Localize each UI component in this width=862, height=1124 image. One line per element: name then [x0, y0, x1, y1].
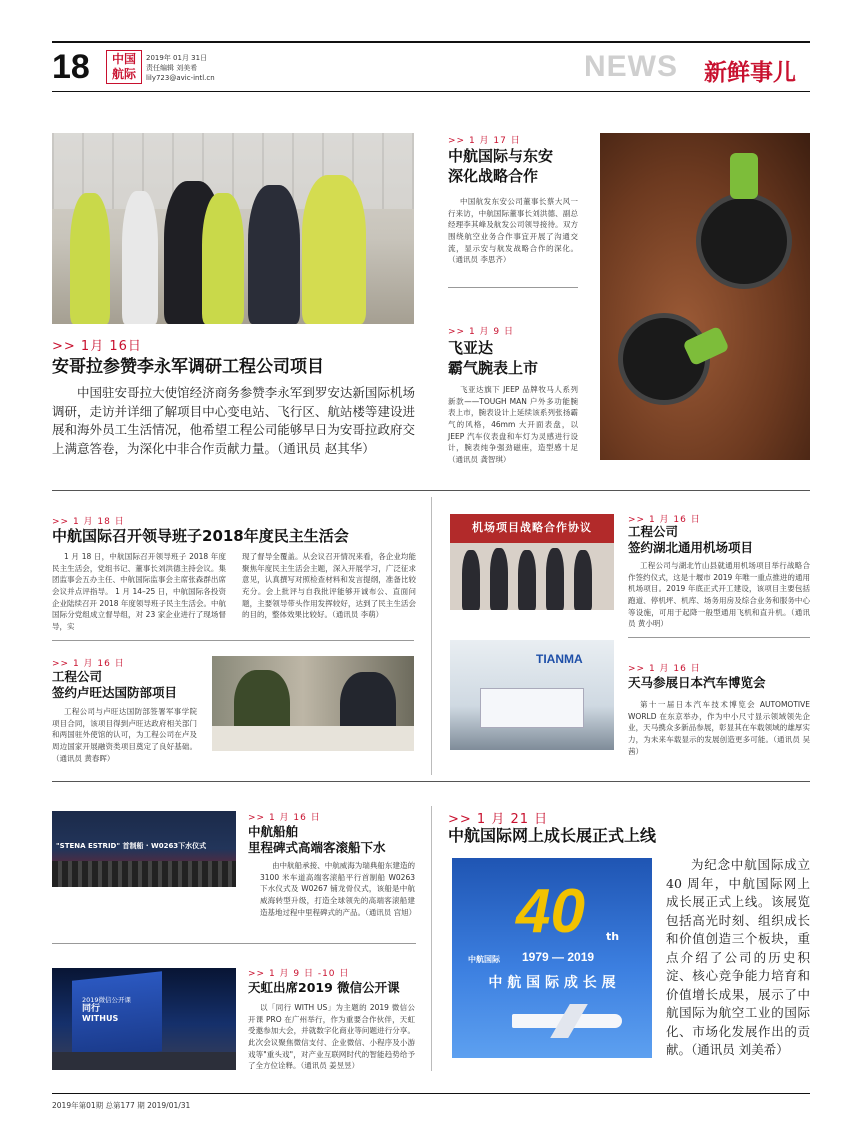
editor-email: lily723@avic-intl.cn — [146, 74, 215, 82]
democratic-date: >> 1 月 18 日 — [52, 517, 125, 527]
angola-body: 中国驻安哥拉大使馆经济商务参赞李永军到罗安达新国际机场调研，走访并详细了解项目中心变电站、飞行区、航站楼等建设进展和海外员工生活情况，他希望工程公司能够早日为安哥拉政府交上满意答卷，为深化中非合作贡献力量。（通讯员 赵其华） — [52, 385, 415, 456]
rwanda-body: 工程公司与卢旺达国防部签署军事学院项目合同，该项目得到卢旺达政府相关部门和两国驻外使馆的认可，为工程公司在卢及周边国家开展融资类项目奠定了良好基础。（通讯员 黄春晖） — [52, 707, 197, 763]
rwanda-photo — [212, 656, 414, 751]
poster-brand: 中航国际 — [468, 955, 500, 964]
fiyta-title-line1: 飞亚达 — [448, 339, 494, 357]
fiyta-date: >> 1 月 9 日 — [448, 327, 514, 337]
angola-photo — [52, 133, 414, 324]
tianma-photo — [450, 640, 614, 750]
angola-title: 安哥拉参赞李永军调研工程公司项目 — [52, 357, 324, 377]
dongan-title-line2: 深化战略合作 — [448, 166, 539, 185]
ship-body: 由中航船承接、中航威海为瑞典船东建造的 3100 米车道高端客滚船平行首制船 W0263 下水仪式及 W0267 铺龙骨仪式，该船是中航威海转型升级，打造全球领先的高端客滚船建造基地过程中里程碑式的产品。（通讯员 宫旭） — [260, 861, 417, 917]
logo — [106, 50, 142, 84]
watch-icon — [696, 193, 792, 289]
page-number: 18 — [52, 48, 90, 86]
tianma-body: 第十一届日本汽车技术博览会 AUTOMOTIVE WORLD 在东京举办，作为中小尺寸显示领域领先企业，天马携众多新品参展，彰显其在车载领域的雄厚实力，为未来车载显示的发展创造更多可能。（通讯员 吴茜） — [628, 700, 810, 756]
wechat-date: >> 1 月 9 日 -10 日 — [248, 969, 350, 979]
democratic-body-col1: 1 月 18 日，中航国际召开领导班子 2018 年度民主生活会，党组书记、董事长刘洪德主持会议。集团监事会五办主任、中航国际监事会主席张森群出席会议并点评指导。 1 月 14–25 日，中航国际各投资企业陆续召开 2018 年度领导班子民主生活会。中航国际分党组成立督导组，对 23 家企业进行了现场督导，实 — [52, 552, 226, 631]
hubei-photo — [450, 514, 614, 610]
hubei-date: >> 1 月 16 日 — [628, 515, 701, 525]
wechat-body: 以「同行 WITH US」为主题的 2019 微信公开课 PRO 在广州举行，作为重要合作伙伴，天虹受邀参加大会，并就数字化商业等问题进行分享。此次会议聚焦微信支付、企业微信、小程序及小游戏等"重头戏"，对产业互联网时代的智能趋势给予了全方位诠释。（通讯员 姜昱昱） — [248, 1003, 415, 1071]
poster-title: 中 航 国 际 成 长 展 — [488, 975, 616, 991]
section-title: 新鲜事儿 — [704, 60, 796, 86]
growth-date: >> 1 月 21 日 — [448, 812, 549, 827]
poster-th: th — [606, 930, 620, 943]
growth-body: 为纪念中航国际成立 40 周年，中航国际网上成长展正式上线。该展览包括高光时刻、组织成长和价值创造三个板块，重点介绍了公司的历史积淀、核心竞争能力培育和价值增长成果，展示了中航国际为航空工业的国际化、市场化发展作出的贡献。（通讯员 刘美希） — [666, 857, 810, 1057]
fiyta-body: 飞亚达旗下 JEEP 品牌牧马人系列新款——TOUGH MAN 户外多功能腕表上市，腕表设计上延续该系列张扬霸气的风格，46mm 大开面表盘，以 JEEP 汽车仪表盘和车灯为灵感进行设计，腕表纯争强劲磁座，造型感十足（通讯员 龚智琪） — [448, 385, 578, 464]
ship-title-line1: 中航船舶 — [248, 824, 299, 839]
growth-poster — [452, 858, 652, 1058]
poster-40: 40 — [516, 877, 585, 946]
dongan-title-line1: 中航国际与东安 — [448, 147, 554, 165]
fiyta-title-line2: 霸气腕表上市 — [448, 358, 539, 377]
democratic-body-col2: 现了督导全覆盖。从会议召开情况来看，各企业均能聚焦年度民主生活会主题，深入开展学习，广泛征求意见，认真撰写对照检查材料和发言提纲，准备比较充分。会上批评与自我批评能够开诚布公、直面问题，主要领导带头作用发挥较好，达到了民主生活会的目的，整体效果比较好。（通讯员 李萌） — [242, 552, 416, 620]
logo-line2: 航际 — [111, 67, 136, 81]
hubei-title-line2: 签约湖北通用机场项目 — [628, 540, 754, 556]
hubei-banner: 机场项目战略合作协议 — [472, 521, 592, 534]
issue-date: 2019年 01月 31日 — [146, 54, 208, 62]
ship-date: >> 1 月 16 日 — [248, 813, 321, 823]
editor: 责任编辑 刘美希 — [146, 64, 198, 72]
watch-photo — [600, 133, 810, 460]
poster-years: 1979 — 2019 — [522, 950, 595, 964]
wechat-screen-line3: WITHUS — [82, 1014, 119, 1023]
rwanda-date: >> 1 月 16 日 — [52, 659, 125, 669]
rwanda-title-line1: 工程公司 — [52, 669, 103, 684]
ship-photo — [52, 811, 236, 887]
news-word: NEWS — [584, 50, 678, 83]
wechat-screen-line2: 同行 — [82, 1004, 101, 1014]
tianma-title: 天马参展日本汽车博览会 — [628, 675, 766, 690]
wechat-photo — [52, 968, 236, 1070]
dongan-date: >> 1 月 17 日 — [448, 136, 521, 146]
tianma-date: >> 1 月 16 日 — [628, 664, 701, 674]
tianma-booth-text: TIANMA — [536, 652, 583, 666]
hubei-body: 工程公司与湖北竹山县就通用机场项目举行战略合作签约仪式，这是十堰市 2019 年唯一重点推进的通用机场项目。2019 年底正式开工建设，该项目主要包括跑道、停机坪、机库、场务用房及综合业务和服务中心等设施，可用于起降一般型通用飞机和直升机。（通讯员 黄小明） — [628, 561, 810, 629]
rwanda-title-line2: 签约卢旺达国防部项目 — [52, 685, 178, 701]
hubei-title-line1: 工程公司 — [628, 524, 679, 539]
logo-line1: 中国 — [111, 52, 136, 66]
footer-text: 2019年第01期 总第177 期 2019/01/31 — [52, 1101, 191, 1110]
ship-title-line2: 里程碑式高端客滚船下水 — [248, 840, 386, 856]
angola-date: >> 1月 16日 — [52, 339, 142, 354]
wechat-screen-line1: 2019微信公开课 — [82, 996, 132, 1004]
dongan-body: 中国航发东安公司董事长蔡大风一行来访，中航国际董事长刘洪德、副总经理李其峰及航发公司领导接待。双方围绕航空业务合作事宜开展了沟通交流，显示安与航发战略合作的深化。（通讯员 李思齐） — [448, 197, 578, 265]
democratic-title: 中航国际召开领导班子2018年度民主生活会 — [52, 527, 349, 545]
wechat-title: 天虹出席2019 微信公开课 — [248, 980, 400, 995]
growth-title: 中航国际网上成长展正式上线 — [448, 826, 657, 845]
ship-banner: "STENA ESTRID" 首制船 · W0263下水仪式 — [56, 842, 207, 850]
